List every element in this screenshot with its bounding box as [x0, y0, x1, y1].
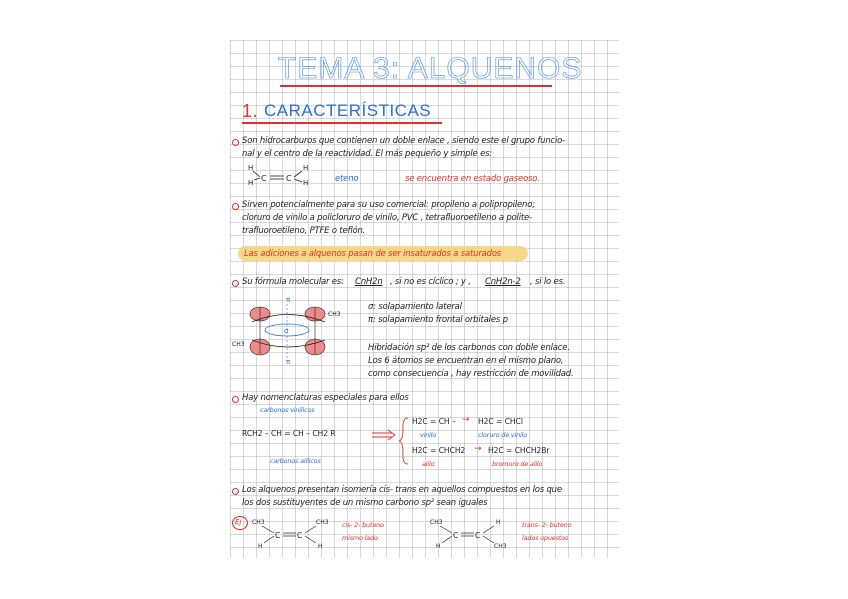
page-title: TEMA 3: ALQUENOS	[278, 52, 583, 85]
trans-butene-structure	[428, 516, 518, 550]
notebook-page	[230, 40, 619, 558]
cyclic-text: , si lo es.	[530, 277, 566, 287]
svg-text:CH3: CH3	[316, 519, 329, 526]
vinilicos-label: carbonos vinílicos	[260, 406, 315, 414]
eteno-label: eteno	[335, 174, 359, 184]
trans-name: trans- 2- buteno	[522, 521, 572, 529]
title-underline	[280, 85, 552, 87]
svg-text:C: C	[475, 531, 481, 540]
sigma-label: σ	[284, 327, 289, 335]
svg-text:CH3: CH3	[328, 311, 341, 318]
bullet-icon	[232, 396, 239, 403]
alilicos-label: carbonos alílicos	[270, 457, 321, 465]
orbital-diagram	[230, 292, 350, 372]
pi-desc: π: solapamiento frontal orbitales p	[368, 315, 508, 325]
arrow-icon	[370, 428, 400, 442]
vinilo-name: vinilo	[420, 431, 437, 439]
alilo-product: H2C = CHCH2Br	[488, 446, 550, 455]
formula-cyclic: CnH2n-2	[485, 277, 521, 287]
svg-text:H: H	[258, 543, 263, 550]
svg-text:H: H	[248, 164, 254, 172]
p5-line1: Los alquenos presentan isomería cis- trans en aquellos compuestos en los que	[242, 485, 562, 495]
section-heading: CARACTERÍSTICAS	[264, 101, 432, 120]
arrow-2: →	[474, 444, 482, 454]
svg-text:H: H	[436, 543, 441, 550]
formula-text: Su fórmula molecular es:	[242, 277, 344, 287]
svg-text:H: H	[248, 179, 254, 187]
chain-formula: RCH2 – CH = CH – CH2 R	[242, 429, 336, 438]
svg-text:C: C	[261, 174, 267, 183]
p2-line2: cloruro de vinilo a policloruro de vinilo, PVC , tetrafluoroetileno a polite-	[242, 213, 532, 223]
hyb-line3: como consecuencia , hay restricción de movilidad.	[368, 369, 574, 379]
p2-line3: trafluoroetileno, PTFE o teflón.	[242, 226, 366, 236]
cis-butene-structure	[250, 516, 340, 550]
cis-name: cis- 2- buteno	[342, 521, 384, 529]
bullet-icon	[232, 488, 239, 495]
gaseoso-note: se encuentra en estado gaseoso.	[405, 174, 540, 184]
svg-text:C: C	[286, 174, 292, 183]
hyb-line2: Los 6 átomos se encuentran en el mismo plano,	[368, 356, 564, 366]
trans-desc: lados opuestos	[522, 534, 569, 542]
bullet-icon	[232, 203, 239, 210]
section-number: 1.	[242, 101, 259, 121]
svg-text:C: C	[297, 531, 303, 540]
vinilo-product: H2C = CHCl	[478, 417, 523, 426]
p4-intro: Hay nomenclaturas especiales para ellos	[242, 393, 409, 403]
svg-text:CH3: CH3	[252, 519, 265, 526]
pi-label-top: π	[286, 296, 291, 304]
alilo-name: alilo	[422, 460, 435, 468]
formula-acyclic: CnH2n	[355, 277, 383, 287]
p1-line2: nal y el centro de la reactividad. El más pequeño y simple es:	[242, 149, 492, 159]
svg-text:H: H	[496, 519, 501, 526]
hyb-line1: Hibridación sp² de los carbonos con doble enlace.	[368, 343, 570, 353]
cis-desc: mismo lado	[342, 534, 378, 542]
svg-text:CH3: CH3	[494, 543, 507, 550]
bullet-icon	[232, 139, 239, 146]
ej-label: Ej	[235, 518, 242, 526]
alilo-formula: H2C = CHCH2	[412, 446, 466, 455]
svg-text:H: H	[303, 179, 309, 187]
pi-label-bottom: π	[286, 358, 291, 366]
vinilo-desc: cloruro de vinilo	[478, 431, 528, 439]
arrow-1: →	[462, 415, 470, 425]
p2-line1: Sirven potencialmente para su uso comercial: propileno a polipropileno;	[242, 200, 535, 210]
svg-text:H: H	[318, 543, 323, 550]
svg-text:CH3: CH3	[232, 341, 245, 348]
p5-line2: los dos sustituyentes de un mismo carbono sp² sean iguales	[242, 498, 488, 508]
sigma-desc: σ: solapamiento lateral	[368, 302, 462, 312]
section-underline	[242, 122, 442, 124]
vinilo-formula: H2C = CH –	[412, 417, 456, 426]
highlight-text: Las adiciones a alquenos pasan de ser insaturados a saturados	[244, 249, 502, 259]
alilo-desc: bromuro de alilo	[492, 460, 543, 468]
svg-text:CH3: CH3	[430, 519, 443, 526]
p1-line1: Son hidrocarburos que contienen un doble enlace , siendo este el grupo funcio-	[242, 136, 566, 146]
svg-text:C: C	[453, 531, 459, 540]
brace-icon	[398, 416, 410, 466]
acyclic-text: , si no es cíclico ; y ,	[390, 277, 471, 287]
svg-text:H: H	[303, 164, 309, 172]
bullet-icon	[232, 280, 239, 287]
svg-text:C: C	[275, 531, 281, 540]
